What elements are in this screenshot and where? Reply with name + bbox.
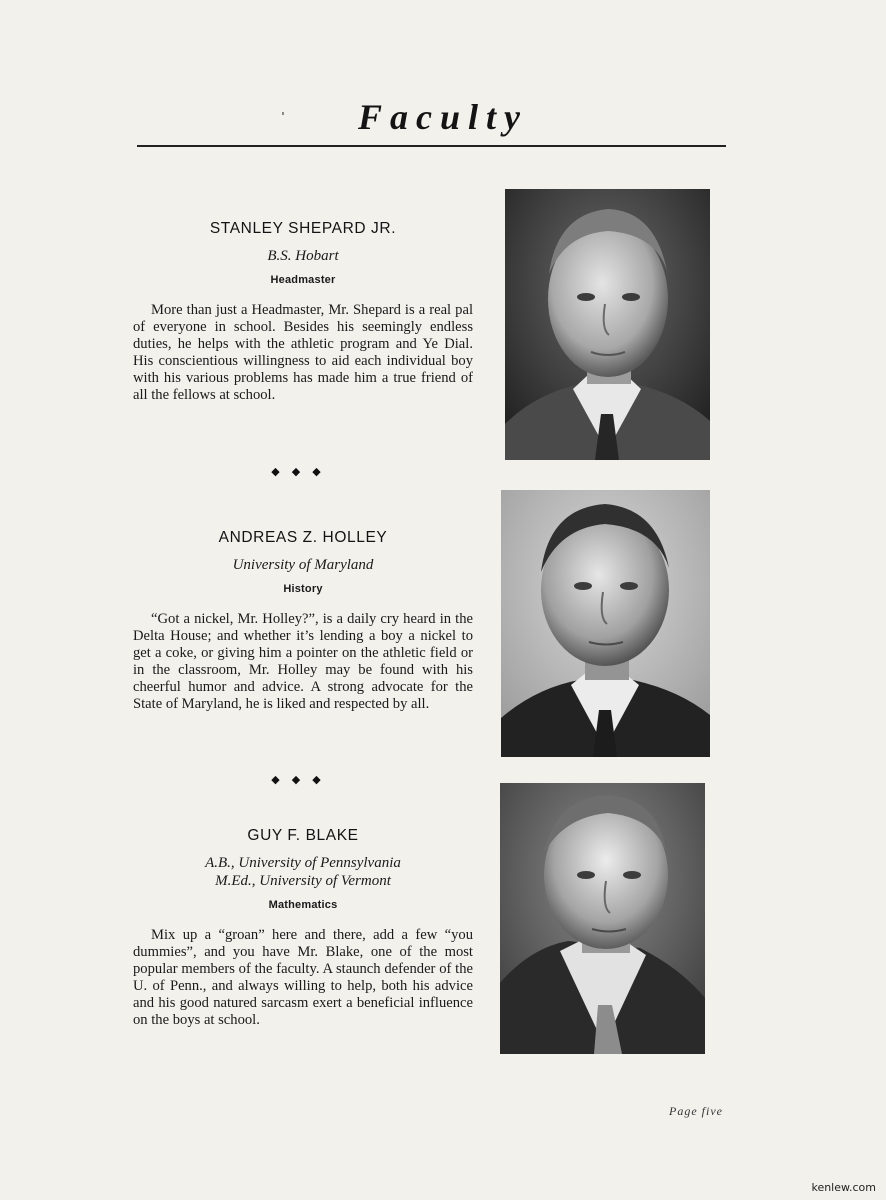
faculty-subject: Headmaster: [270, 274, 336, 286]
faculty-subject: Mathematics: [268, 899, 338, 911]
faculty-name: STANLEY SHEPARD JR.: [209, 220, 397, 237]
faculty-bio: “Got a nickel, Mr. Holley?”, is a daily cry heard in the Delta House; and whether it’s lending a boy a nickel to get a coke, or giving him a pointer on the athletic field or in the classroom, Mr. Holley may be found with his cheerful humor and advice. A strong advocate for the State of Maryland, he is liked and respected by all.: [133, 611, 473, 712]
faculty-entry-shepard: [133, 220, 473, 404]
faculty-degree-line: A.B., University of Pennsylvania: [205, 855, 401, 871]
watermark: kenlew.com: [811, 1181, 876, 1194]
faculty-entry-holley: [133, 529, 473, 713]
faculty-degree: [133, 854, 473, 890]
faculty-entry-blake: [133, 827, 473, 1029]
portrait-blake: [500, 783, 705, 1054]
faculty-degree: University of Maryland: [232, 557, 374, 573]
page-number: Page five: [669, 1104, 723, 1118]
faculty-name: ANDREAS Z. HOLLEY: [218, 529, 388, 546]
page-title: Faculty: [358, 97, 528, 137]
faculty-degree-line: M.Ed., University of Vermont: [215, 873, 391, 889]
section-divider: ◆◆◆: [271, 465, 333, 478]
faculty-degree: B.S. Hobart: [267, 248, 339, 264]
faculty-bio: Mix up a “groan” here and there, add a few “you dummies”, and you have Mr. Blake, one of the most popular members of the faculty. A staunch defender of the U. of Penn., and always willing to help, both his advice and his good natured sarcasm exert a beneficial influence on the boys at school.: [133, 927, 473, 1028]
section-divider: ◆◆◆: [271, 773, 333, 786]
faculty-subject: History: [283, 583, 323, 595]
faculty-name: GUY F. BLAKE: [247, 827, 359, 844]
faculty-bio: More than just a Headmaster, Mr. Shepard is a real pal of everyone in school. Besides his seemingly endless duties, he helps with the athletic program and Ye Dial. His conscientious willingness to aid each individual boy with his various problems has made him a true friend of all the fellows at school.: [133, 302, 473, 403]
portrait-holley: [501, 490, 710, 757]
title-rule: [137, 145, 726, 147]
portrait-shepard: [505, 189, 710, 460]
